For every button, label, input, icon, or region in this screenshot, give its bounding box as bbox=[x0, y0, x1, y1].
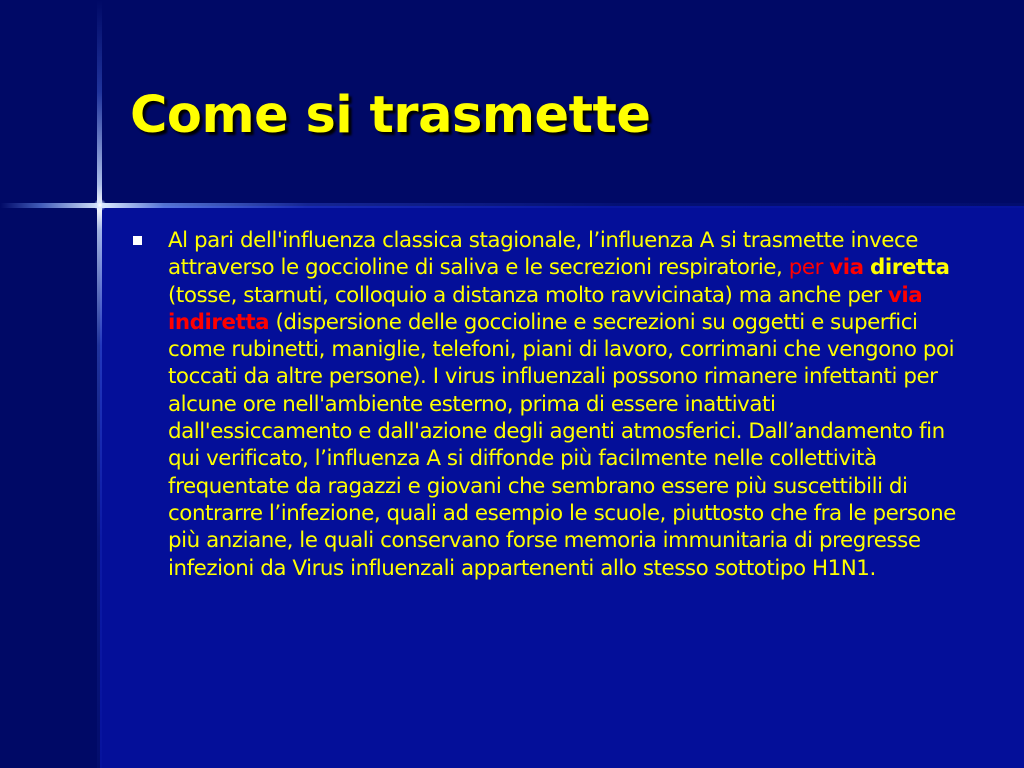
left-background-band bbox=[0, 206, 100, 768]
bullet-text-part2: (tosse, starnuti, colloquio a distanza molto ravvicinata) ma anche per bbox=[168, 282, 888, 308]
slide-title: Come si trasmette bbox=[130, 86, 651, 145]
via-indiretta-emphasis: via indiretta bbox=[168, 282, 923, 335]
per-emphasis: per bbox=[788, 255, 823, 281]
via-emphasis: via bbox=[829, 255, 864, 281]
square-bullet-icon bbox=[133, 236, 142, 245]
bullet-text-part1: Al pari dell'influenza classica stagionale, l’influenza A si trasmette invece attraverso le goccioline di saliva e le secrezioni respiratorie, bbox=[168, 228, 919, 281]
vertical-light-line bbox=[97, 0, 102, 768]
diretta-emphasis: diretta bbox=[870, 255, 950, 281]
star-sparkle-icon bbox=[94, 199, 106, 211]
horizontal-light-line bbox=[0, 203, 1024, 208]
bullet-text-part3: (dispersione delle goccioline e secrezioni su oggetti e superfici come rubinetti, maniglie, telefoni, piani di lavoro, corrimani che vengono poi toccati da altre persone). I virus influenzali possono rimanere infettanti per alcune ore nell'ambiente esterno, prima di essere inattivati dall'essiccamento e dall'azione degli agenti atmosferici. Dall’andamento fin qui verificato, l’influenza A si diffonde più facilmente nelle collettività frequentate da ragazzi e giovani che sembrano essere più suscettibili di contrarre l’infezione, quali ad esempio le scuole, piuttosto che fra le persone più anziane, le quali conservano forse memoria immunitaria di pregresse infezioni da Virus influenzali appartenenti allo stesso sottotipo H1N1. bbox=[168, 309, 956, 581]
bullet-text bbox=[168, 227, 958, 582]
